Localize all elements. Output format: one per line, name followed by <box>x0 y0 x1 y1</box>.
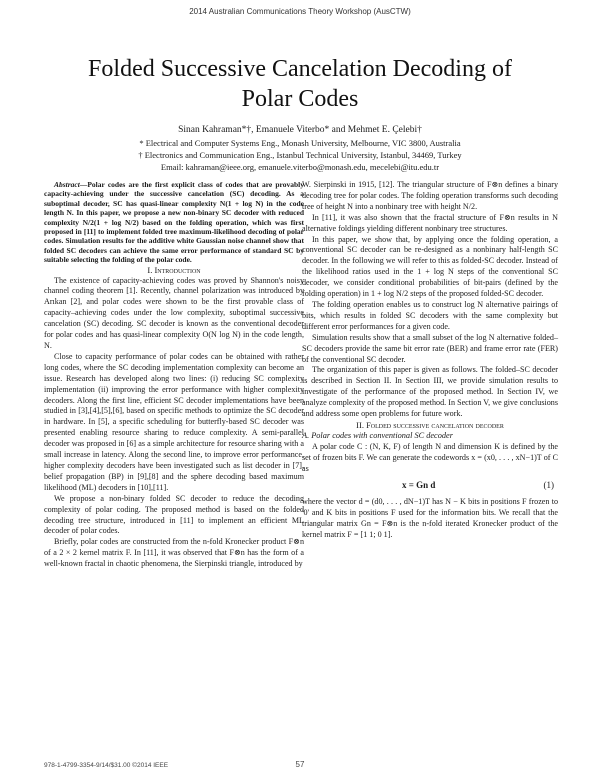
footer-isbn: 978-1-4799-3354-9/14/$31.00 ©2014 IEEE <box>44 762 169 769</box>
paragraph: We propose a non-binary folded SC decoder to reduce the decoding complexity of polar coding. The proposed method is based on the folded decoding tree structure, introduced in [11] to implement an efficient ML decoder of polar codes. <box>44 493 304 536</box>
author-list: Sinan Kahraman*†, Emanuele Viterbo* and Mehmet E. Çelebi† <box>178 125 422 135</box>
paragraph: In [11], it was also shown that the fractal structure of F⊗n results in N alternative foldings yielding different nonbinary tree structures. <box>302 212 558 233</box>
equation-number: (1) <box>543 480 554 491</box>
paper-title <box>40 54 560 114</box>
affiliation-2: † Electronics and Communication Eng., Istanbul Technical University, Istanbul, 34469, Turkey <box>138 150 462 160</box>
section-heading: I. Introduction <box>147 264 201 275</box>
paragraph: Briefly, polar codes are constructed from the n-fold Kronecker product F⊗n of a 2 × 2 kernel matrix F. In [11], it was observed that F⊗n has the form of a well-known fractal in chaotic phenomena, the Sierpinski triangle, introduced by <box>44 537 304 569</box>
paragraph: The existence of capacity-achieving codes was proved by Shannon's noisy channel coding theorem [1]. Recently, channel polarization was introduced by Arıkan [2], and polar codes were shown to be the first provable class of capacity–achieving codes under the low complexity, suboptimal successive cancelation (SC) decoding. SC decoder is known as the conventional decoder for polar codes and has quasi-linear complexity O(N log N) in the code length, N. <box>44 275 304 350</box>
paragraph: A polar code C : (N, K, F) of length N and dimension K is defined by the set of frozen bits F. We can generate the codewords x = (x0, . . . , xN−1)T of C as <box>302 441 558 473</box>
paragraph: In this paper, we show that, by applying once the folding operation, a conventional SC decoder can be re-designed as a nonbinary half-length SC decoder. In the following we will refer to this as folded-SC decoder. Instead of the likelihood ratios used in the 1 + log N steps of the conventional SC decoder, we consider conditional probabilities of bit-pairs (defined by the folding operation) in 1 + log N/2 steps of the proposed folded-SC decoder. <box>302 234 558 299</box>
paragraph: The folding operation enables us to construct log N alternative pairings of bits, which results in folded SC decoders with the same complexity but different error performances for a given code. <box>302 299 558 331</box>
equation <box>302 480 558 491</box>
section-heading: II. Folded successive cancelation decoder <box>356 419 504 430</box>
running-head: 2014 Australian Communications Theory Workshop (AusCTW) <box>189 7 411 16</box>
abstract <box>44 180 304 265</box>
paragraph: The organization of this paper is given as follows. The folded–SC decoder is described in Section II. In Section III, we provide simulation results to investigate of the performance of the proposed method. In Section IV, we analyze complexity of the proposed method. In Section V, we give conclusions and address some open problems for future work. <box>302 365 558 419</box>
abstract-body: Polar codes are the first explicit class of codes that are provably capacity-achieving under the successive cancelation (SC) decoding. As a suboptimal decoder, SC has quasi-linear complexity N(1 + log N) in the code length N. In this paper, we propose a new non-binary SC decoder with reduced complexity N/2(1 + log N/2) based on the folding operation, which was first proposed in [11] to implement folded tree maximum-likelihood decoding of polar codes. Simulation results for the additive white Gaussian noise channel show that folded SC decoders can achieve the same error performance of standard SC by suitable selecting the folding of the polar code. <box>44 180 304 265</box>
paragraph: W. Sierpinski in 1915, [12]. The triangular structure of F⊗n defines a binary decoding tree for polar codes. The folding operation transforms such decoding tree of height N into a nonbinary tree with height N/2. <box>302 180 558 211</box>
title-line-1: Folded Successive Cancelation Decoding of <box>88 56 512 82</box>
right-column <box>302 180 558 541</box>
paragraph: Close to capacity performance of polar codes can be obtained with rather long codes, where the SC decoding implementation complexity can become an issue. Research has developed along two lines: (i) reducing SC complexity implementation (ii) improving the error performance with higher complexity decoders. Along the first line, efficient SC decoder implementations have been studied in [3],[4],[5],[6], based on specific methods to optimize the SC decoder in hardware. In [5], a specific scheduling for butterfly-based SC decoder was presented enabling resource sharing to reduce complexity. A semi-parallel decoder was proposed in [6] as a simple architecture for resource sharing with a small increase in latency. Along the second line, to improve error performance, higher complexity decoders have been investigated such as list decoder in [7], belief propagation (BP) in [9],[8] and the sphere decoding based maximum likelihood (ML) decoders in [10],[11]. <box>44 351 304 492</box>
subsection-heading: A. Polar codes with conventional SC decoder <box>302 430 453 440</box>
title-line-2: Polar Codes <box>241 86 359 112</box>
author-emails: Email: kahraman@ieee.org, emanuele.viterbo@monash.edu, mecelebi@itu.edu.tr <box>160 162 440 172</box>
affiliation-1: * Electrical and Computer Systems Eng., Monash University, Melbourne, VIC 3800, Australia <box>139 138 461 148</box>
paragraph: where the vector d = (d0, . . . , dN−1)T has N − K bits in positions F frozen to '0' and K bits in positions F used for the information bits. We recall that the triangular matrix Gn = F⊗n is the n-fold iterated Kronecker product of the kernel matrix F = [1 1; 0 1]. <box>302 497 558 540</box>
left-column <box>44 180 304 570</box>
abstract-lead: Abstract— <box>54 180 88 189</box>
paragraph: Simulation results show that a small subset of the log N alternative folded–SC decoders provide the same bit error rate (BER) and frame error rate (FER) of the conventional SC decoder. <box>302 332 558 364</box>
page-number: 57 <box>295 760 305 769</box>
equation-body: x = Gn d <box>402 480 436 491</box>
